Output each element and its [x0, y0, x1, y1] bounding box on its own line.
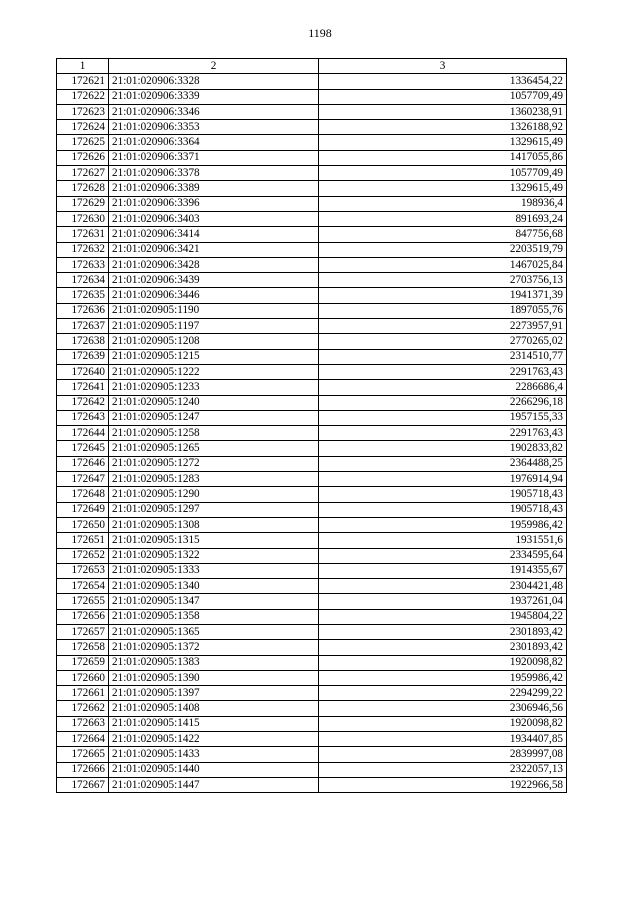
- cadastral-number-cell: 21:01:020905:1290: [109, 487, 319, 502]
- table-row: [57, 487, 567, 502]
- table-row: [57, 288, 567, 303]
- row-number-cell: 172639: [57, 349, 109, 364]
- table-row: [57, 150, 567, 165]
- cadastral-number-cell: 21:01:020905:1190: [109, 303, 319, 318]
- cadastral-number-cell: 21:01:020905:1390: [109, 670, 319, 685]
- cadastral-value-cell: 1934407,85: [319, 732, 567, 747]
- table-row: [57, 104, 567, 119]
- cadastral-value-cell: 1329615,49: [319, 181, 567, 196]
- row-number-cell: 172640: [57, 364, 109, 379]
- row-number-cell: 172648: [57, 487, 109, 502]
- row-number-cell: 172650: [57, 517, 109, 532]
- cadastral-value-cell: 2301893,42: [319, 640, 567, 655]
- cadastral-value-cell: 2291763,43: [319, 426, 567, 441]
- row-number-cell: 172656: [57, 609, 109, 624]
- cadastral-value-cell: 1976914,94: [319, 472, 567, 487]
- cadastral-number-cell: 21:01:020906:3389: [109, 181, 319, 196]
- cadastral-value-cell: 2203519,79: [319, 242, 567, 257]
- table-row: [57, 303, 567, 318]
- row-number-cell: 172660: [57, 670, 109, 685]
- cadastral-number-cell: 21:01:020906:3439: [109, 273, 319, 288]
- cadastral-value-cell: 1326188,92: [319, 120, 567, 135]
- row-number-cell: 172665: [57, 747, 109, 762]
- table-row: [57, 640, 567, 655]
- cadastral-value-cell: 2273957,91: [319, 319, 567, 334]
- cadastral-number-cell: 21:01:020906:3428: [109, 257, 319, 272]
- cadastral-number-cell: 21:01:020905:1358: [109, 609, 319, 624]
- row-number-cell: 172625: [57, 135, 109, 150]
- row-number-cell: 172645: [57, 441, 109, 456]
- cadastral-value-cell: 1417055,86: [319, 150, 567, 165]
- row-number-cell: 172666: [57, 762, 109, 777]
- cadastral-value-cell: 1920098,82: [319, 716, 567, 731]
- table-row: [57, 380, 567, 395]
- cadastral-number-cell: 21:01:020905:1347: [109, 594, 319, 609]
- row-number-cell: 172641: [57, 380, 109, 395]
- cadastral-value-cell: 1057709,49: [319, 89, 567, 104]
- cadastral-number-cell: 21:01:020905:1415: [109, 716, 319, 731]
- cadastral-number-cell: 21:01:020906:3421: [109, 242, 319, 257]
- row-number-cell: 172626: [57, 150, 109, 165]
- table-row: [57, 456, 567, 471]
- cadastral-number-cell: 21:01:020905:1308: [109, 517, 319, 532]
- row-number-cell: 172651: [57, 533, 109, 548]
- cadastral-value-cell: 2364488,25: [319, 456, 567, 471]
- cadastral-number-cell: 21:01:020905:1233: [109, 380, 319, 395]
- table-row: [57, 74, 567, 89]
- table-row: [57, 349, 567, 364]
- table-row: [57, 579, 567, 594]
- cadastral-value-cell: 2322057,13: [319, 762, 567, 777]
- table-row: [57, 533, 567, 548]
- cadastral-value-cell: 1937261,04: [319, 594, 567, 609]
- cadastral-value-cell: 2304421,48: [319, 579, 567, 594]
- table-row: [57, 395, 567, 410]
- row-number-cell: 172649: [57, 502, 109, 517]
- table-row: [57, 777, 567, 792]
- table-row: [57, 227, 567, 242]
- cadastral-number-cell: 21:01:020906:3353: [109, 120, 319, 135]
- cadastral-value-cell: 2334595,64: [319, 548, 567, 563]
- table-row: [57, 166, 567, 181]
- cadastral-number-cell: 21:01:020905:1397: [109, 686, 319, 701]
- row-number-cell: 172624: [57, 120, 109, 135]
- cadastral-value-cell: 1905718,43: [319, 502, 567, 517]
- cadastral-number-cell: 21:01:020906:3364: [109, 135, 319, 150]
- table-row: [57, 472, 567, 487]
- table-row: [57, 594, 567, 609]
- table-row: [57, 502, 567, 517]
- cadastral-number-cell: 21:01:020906:3346: [109, 104, 319, 119]
- cadastral-value-cell: 1360238,91: [319, 104, 567, 119]
- row-number-cell: 172657: [57, 624, 109, 639]
- table-row: [57, 364, 567, 379]
- table-row: [57, 242, 567, 257]
- table-row: [57, 716, 567, 731]
- column-header-3: 3: [319, 59, 567, 74]
- row-number-cell: 172646: [57, 456, 109, 471]
- cadastral-value-cell: 2301893,42: [319, 624, 567, 639]
- table-row: [57, 609, 567, 624]
- table-row: [57, 548, 567, 563]
- cadastral-number-cell: 21:01:020905:1215: [109, 349, 319, 364]
- column-header-2: 2: [109, 59, 319, 74]
- cadastral-value-cell: 1959986,42: [319, 517, 567, 532]
- cadastral-value-cell: 2314510,77: [319, 349, 567, 364]
- cadastral-value-cell: 2770265,02: [319, 334, 567, 349]
- cadastral-number-cell: 21:01:020905:1297: [109, 502, 319, 517]
- row-number-cell: 172647: [57, 472, 109, 487]
- cadastral-number-cell: 21:01:020905:1365: [109, 624, 319, 639]
- table-row: [57, 701, 567, 716]
- cadastral-value-cell: 1931551,6: [319, 533, 567, 548]
- cadastral-value-cell: 198936,4: [319, 196, 567, 211]
- table-row: [57, 426, 567, 441]
- cadastral-number-cell: 21:01:020905:1315: [109, 533, 319, 548]
- row-number-cell: 172638: [57, 334, 109, 349]
- cadastral-number-cell: 21:01:020906:3446: [109, 288, 319, 303]
- cadastral-number-cell: 21:01:020905:1372: [109, 640, 319, 655]
- row-number-cell: 172634: [57, 273, 109, 288]
- row-number-cell: 172642: [57, 395, 109, 410]
- cadastral-number-cell: 21:01:020905:1222: [109, 364, 319, 379]
- table-row: [57, 135, 567, 150]
- table-row: [57, 257, 567, 272]
- table-body: [57, 74, 567, 793]
- table-row: [57, 120, 567, 135]
- cadastral-number-cell: 21:01:020905:1283: [109, 472, 319, 487]
- row-number-cell: 172631: [57, 227, 109, 242]
- cadastral-value-cell: 2839997,08: [319, 747, 567, 762]
- cadastral-number-cell: 21:01:020905:1208: [109, 334, 319, 349]
- cadastral-number-cell: 21:01:020906:3371: [109, 150, 319, 165]
- table-row: [57, 196, 567, 211]
- cadastral-value-cell: 2703756,13: [319, 273, 567, 288]
- row-number-cell: 172629: [57, 196, 109, 211]
- cadastral-number-cell: 21:01:020905:1433: [109, 747, 319, 762]
- cadastral-value-cell: 1057709,49: [319, 166, 567, 181]
- row-number-cell: 172621: [57, 74, 109, 89]
- cadastral-number-cell: 21:01:020905:1447: [109, 777, 319, 792]
- row-number-cell: 172653: [57, 563, 109, 578]
- table-row: [57, 181, 567, 196]
- cadastral-number-cell: 21:01:020906:3339: [109, 89, 319, 104]
- row-number-cell: 172659: [57, 655, 109, 670]
- table-header-row: [57, 59, 567, 74]
- page-number: 1198: [308, 26, 332, 40]
- table-row: [57, 319, 567, 334]
- cadastral-number-cell: 21:01:020906:3414: [109, 227, 319, 242]
- table-row: [57, 563, 567, 578]
- cadastral-number-cell: 21:01:020905:1383: [109, 655, 319, 670]
- row-number-cell: 172664: [57, 732, 109, 747]
- cadastral-number-cell: 21:01:020906:3378: [109, 166, 319, 181]
- cadastral-value-cell: 1905718,43: [319, 487, 567, 502]
- row-number-cell: 172630: [57, 211, 109, 226]
- table-row: [57, 410, 567, 425]
- row-number-cell: 172637: [57, 319, 109, 334]
- cadastral-number-cell: 21:01:020905:1258: [109, 426, 319, 441]
- cadastral-value-cell: 891693,24: [319, 211, 567, 226]
- row-number-cell: 172655: [57, 594, 109, 609]
- cadastral-number-cell: 21:01:020905:1265: [109, 441, 319, 456]
- cadastral-value-cell: 1922966,58: [319, 777, 567, 792]
- table-row: [57, 334, 567, 349]
- cadastral-value-cell: 1329615,49: [319, 135, 567, 150]
- cadastral-value-cell: 847756,68: [319, 227, 567, 242]
- table-row: [57, 273, 567, 288]
- row-number-cell: 172628: [57, 181, 109, 196]
- row-number-cell: 172627: [57, 166, 109, 181]
- table-row: [57, 655, 567, 670]
- table-row: [57, 624, 567, 639]
- cadastral-value-cell: 1959986,42: [319, 670, 567, 685]
- cadastral-value-cell: 1920098,82: [319, 655, 567, 670]
- row-number-cell: 172654: [57, 579, 109, 594]
- row-number-cell: 172662: [57, 701, 109, 716]
- cadastral-number-cell: 21:01:020905:1440: [109, 762, 319, 777]
- column-header-1: 1: [57, 59, 109, 74]
- row-number-cell: 172632: [57, 242, 109, 257]
- cadastral-number-cell: 21:01:020905:1272: [109, 456, 319, 471]
- row-number-cell: 172622: [57, 89, 109, 104]
- table-row: [57, 441, 567, 456]
- table-row: [57, 670, 567, 685]
- cadastral-value-cell: 2266296,18: [319, 395, 567, 410]
- cadastral-number-cell: 21:01:020905:1422: [109, 732, 319, 747]
- cadastral-value-cell: 2291763,43: [319, 364, 567, 379]
- cadastral-value-cell: 1945804,22: [319, 609, 567, 624]
- cadastral-value-cell: 2306946,56: [319, 701, 567, 716]
- cadastral-number-cell: 21:01:020905:1333: [109, 563, 319, 578]
- cadastral-number-cell: 21:01:020905:1197: [109, 319, 319, 334]
- table-row: [57, 211, 567, 226]
- cadastral-value-cell: 1941371,39: [319, 288, 567, 303]
- cadastral-number-cell: 21:01:020906:3403: [109, 211, 319, 226]
- table-row: [57, 732, 567, 747]
- row-number-cell: 172667: [57, 777, 109, 792]
- cadastral-value-cell: 2286686,4: [319, 380, 567, 395]
- cadastral-value-cell: 2294299,22: [319, 686, 567, 701]
- row-number-cell: 172643: [57, 410, 109, 425]
- cadastral-value-cell: 1336454,22: [319, 74, 567, 89]
- table-row: [57, 747, 567, 762]
- cadastral-value-table: [56, 58, 567, 793]
- row-number-cell: 172623: [57, 104, 109, 119]
- row-number-cell: 172652: [57, 548, 109, 563]
- row-number-cell: 172636: [57, 303, 109, 318]
- row-number-cell: 172633: [57, 257, 109, 272]
- table-row: [57, 686, 567, 701]
- row-number-cell: 172658: [57, 640, 109, 655]
- cadastral-value-cell: 1467025,84: [319, 257, 567, 272]
- cadastral-number-cell: 21:01:020905:1322: [109, 548, 319, 563]
- cadastral-value-cell: 1897055,76: [319, 303, 567, 318]
- cadastral-value-cell: 1902833,82: [319, 441, 567, 456]
- cadastral-number-cell: 21:01:020906:3396: [109, 196, 319, 211]
- table-row: [57, 89, 567, 104]
- row-number-cell: 172661: [57, 686, 109, 701]
- row-number-cell: 172663: [57, 716, 109, 731]
- table-row: [57, 517, 567, 532]
- row-number-cell: 172644: [57, 426, 109, 441]
- cadastral-number-cell: 21:01:020905:1247: [109, 410, 319, 425]
- cadastral-value-cell: 1914355,67: [319, 563, 567, 578]
- cadastral-number-cell: 21:01:020905:1408: [109, 701, 319, 716]
- cadastral-value-cell: 1957155,33: [319, 410, 567, 425]
- row-number-cell: 172635: [57, 288, 109, 303]
- cadastral-number-cell: 21:01:020906:3328: [109, 74, 319, 89]
- cadastral-number-cell: 21:01:020905:1340: [109, 579, 319, 594]
- cadastral-number-cell: 21:01:020905:1240: [109, 395, 319, 410]
- table-row: [57, 762, 567, 777]
